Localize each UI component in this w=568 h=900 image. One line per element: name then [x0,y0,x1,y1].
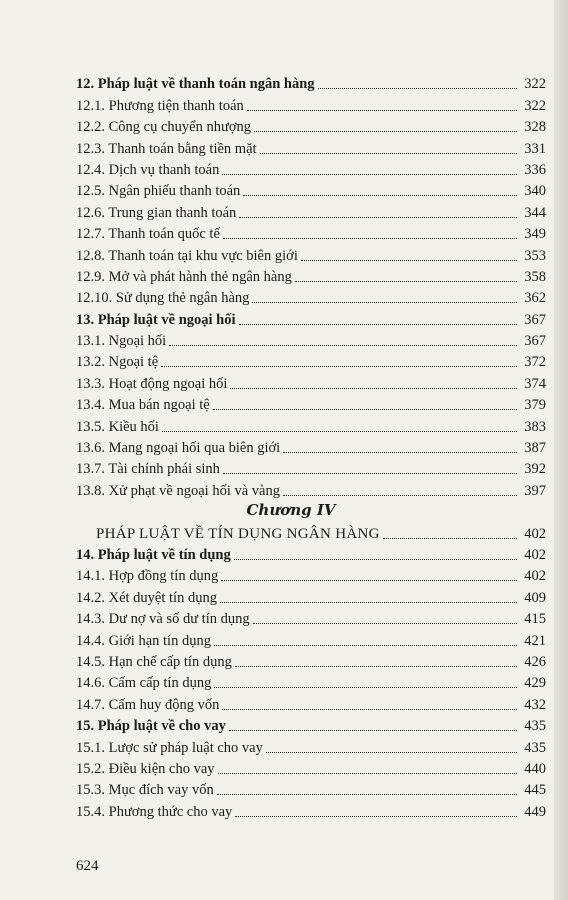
toc-page-number: 367 [524,311,546,328]
toc-label: 12.5. Ngân phiếu thanh toán [76,183,241,200]
toc-page-number: 367 [524,333,546,350]
toc-label: 15.4. Phương thức cho vay [76,803,233,820]
toc-entry-row [76,371,546,392]
dot-leader [247,109,517,111]
dot-leader [383,537,517,539]
toc-entry-row [76,650,546,671]
toc-entry-row [76,799,546,820]
toc-label: 12.10. Sử dụng thẻ ngân hàng [76,290,250,307]
table-of-contents [76,72,546,821]
toc-page-number: 362 [524,290,546,307]
dot-leader [295,280,517,282]
toc-page-number: 374 [524,375,546,392]
toc-label: 13.1. Ngoại hối [76,333,167,350]
toc-label: 14. Pháp luật về tín dụng [76,546,231,563]
toc-label: 13.8. Xử phạt về ngoại hối và vàng [76,482,280,499]
toc-page-number: 429 [524,675,546,692]
toc-page-number: 322 [524,76,546,93]
toc-entry-row [76,457,546,478]
dot-leader [243,194,517,196]
toc-label: 15.2. Điều kiện cho vay [76,760,215,777]
toc-page-number: 336 [524,161,546,178]
toc-entry-row [76,628,546,649]
toc-entry-row [76,607,546,628]
toc-page-number: 415 [524,611,546,628]
dot-leader [239,216,517,218]
toc-entry-row [76,671,546,692]
toc-entry-row [76,222,546,243]
dot-leader [221,579,517,581]
toc-page-number: 383 [524,418,546,435]
toc-label: 12.6. Trung gian thanh toán [76,204,237,221]
toc-label: 13.7. Tài chính phái sinh [76,461,220,478]
toc-page-number: 358 [524,268,546,285]
toc-section-row [76,72,546,93]
toc-page-number: 322 [524,97,546,114]
toc-page-number: 392 [524,461,546,478]
toc-label: PHÁP LUẬT VỀ TÍN DỤNG NGÂN HÀNG [96,525,380,542]
toc-entry-row [76,414,546,435]
toc-page-number: 397 [524,482,546,499]
dot-leader [230,387,517,389]
toc-label: 12.3. Thanh toán bằng tiền mặt [76,140,257,157]
dot-leader [220,601,517,603]
toc-label: 13.6. Mang ngoại hối qua biên giới [76,440,281,457]
toc-page-number: 372 [524,354,546,371]
dot-leader [234,558,517,560]
toc-label: 12.9. Mở và phát hành thẻ ngân hàng [76,268,292,285]
toc-label: 14.5. Hạn chế cấp tín dụng [76,653,232,670]
dot-leader [260,152,517,154]
toc-label: 12.4. Dịch vụ thanh toán [76,161,220,178]
dot-leader [213,408,517,410]
toc-label: 14.6. Cấm cấp tín dụng [76,675,212,692]
toc-label: 13.2. Ngoại tệ [76,354,159,371]
dot-leader [266,751,517,753]
dot-leader [318,87,517,89]
toc-label: 15.1. Lược sử pháp luật cho vay [76,739,263,756]
toc-entry-row [76,93,546,114]
dot-leader [235,665,517,667]
toc-page-number: 435 [524,739,546,756]
toc-page-number: 328 [524,119,546,136]
toc-page-number: 421 [524,632,546,649]
dot-leader [253,622,517,624]
toc-entry-row [76,200,546,221]
toc-page-number: 409 [524,589,546,606]
dot-leader [169,344,517,346]
toc-label: 13. Pháp luật về ngoại hối [76,311,236,328]
dot-leader [283,494,517,496]
dot-leader [229,729,517,731]
toc-entry-row [76,243,546,264]
toc-label: 14.2. Xét duyệt tín dụng [76,589,217,606]
toc-part-row [76,521,546,542]
toc-entry-row [76,757,546,778]
dot-leader [222,708,517,710]
toc-label: 12. Pháp luật về thanh toán ngân hàng [76,76,315,93]
toc-entry-row [76,585,546,606]
toc-section-row [76,714,546,735]
dot-leader [239,323,517,325]
dot-leader [214,686,517,688]
chapter-heading: Chương IV [246,500,336,519]
toc-entry-row [76,692,546,713]
toc-entry-row [76,158,546,179]
toc-entry-row [76,735,546,756]
toc-entry-row [76,329,546,350]
toc-page-number: 379 [524,397,546,414]
dot-leader [254,130,517,132]
toc-entry-row [76,136,546,157]
toc-page-number: 440 [524,760,546,777]
toc-entry-row [76,115,546,136]
toc-page-number: 402 [524,525,546,542]
toc-label: 14.7. Cấm huy động vốn [76,696,220,713]
toc-label: 13.4. Mua bán ngoại tệ [76,397,210,414]
toc-label: 12.2. Công cụ chuyển nhượng [76,119,252,136]
dot-leader [223,237,517,239]
page-number: 624 [76,858,99,874]
toc-label: 12.8. Thanh toán tại khu vực biên giới [76,247,298,264]
toc-page-number: 402 [524,546,546,563]
toc-entry-row [76,286,546,307]
dot-leader [222,173,517,175]
toc-page-number: 445 [524,782,546,799]
toc-label: 13.3. Hoạt động ngoại hối [76,375,228,392]
dot-leader [218,772,517,774]
toc-page-number: 353 [524,247,546,264]
toc-page-number: 387 [524,440,546,457]
toc-label: 14.4. Giới hạn tín dụng [76,632,211,649]
toc-entry-row [76,436,546,457]
toc-page-number: 426 [524,653,546,670]
toc-page-number: 340 [524,183,546,200]
toc-page-number: 402 [524,568,546,585]
toc-entry-row [76,393,546,414]
toc-page-number: 349 [524,226,546,243]
toc-label: 12.1. Phương tiện thanh toán [76,97,244,114]
toc-page-number: 331 [524,140,546,157]
toc-page-number: 435 [524,718,546,735]
dot-leader [161,365,517,367]
toc-entry-row [76,265,546,286]
toc-section-row [76,543,546,564]
dot-leader [252,301,517,303]
dot-leader [283,451,517,453]
toc-page-number: 344 [524,204,546,221]
dot-leader [214,644,517,646]
dot-leader [217,793,517,795]
dot-leader [235,815,517,817]
toc-entry-row [76,564,546,585]
toc-entry-row [76,179,546,200]
toc-entry-row [76,478,546,499]
dot-leader [301,259,517,261]
page-edge-shadow [554,0,568,900]
toc-label: 14.1. Hợp đồng tín dụng [76,568,219,585]
toc-entry-row [76,778,546,799]
dot-leader [162,430,517,432]
toc-label: 12.7. Thanh toán quốc tế [76,226,220,243]
toc-page-number: 432 [524,696,546,713]
toc-label: 14.3. Dư nợ và số dư tín dụng [76,611,250,628]
dot-leader [223,472,517,474]
toc-label: 15. Pháp luật về cho vay [76,718,226,735]
toc-page-number: 449 [524,803,546,820]
toc-label: 13.5. Kiều hối [76,418,159,435]
toc-section-row [76,307,546,328]
toc-label: 15.3. Mục đích vay vốn [76,782,214,799]
toc-entry-row [76,350,546,371]
